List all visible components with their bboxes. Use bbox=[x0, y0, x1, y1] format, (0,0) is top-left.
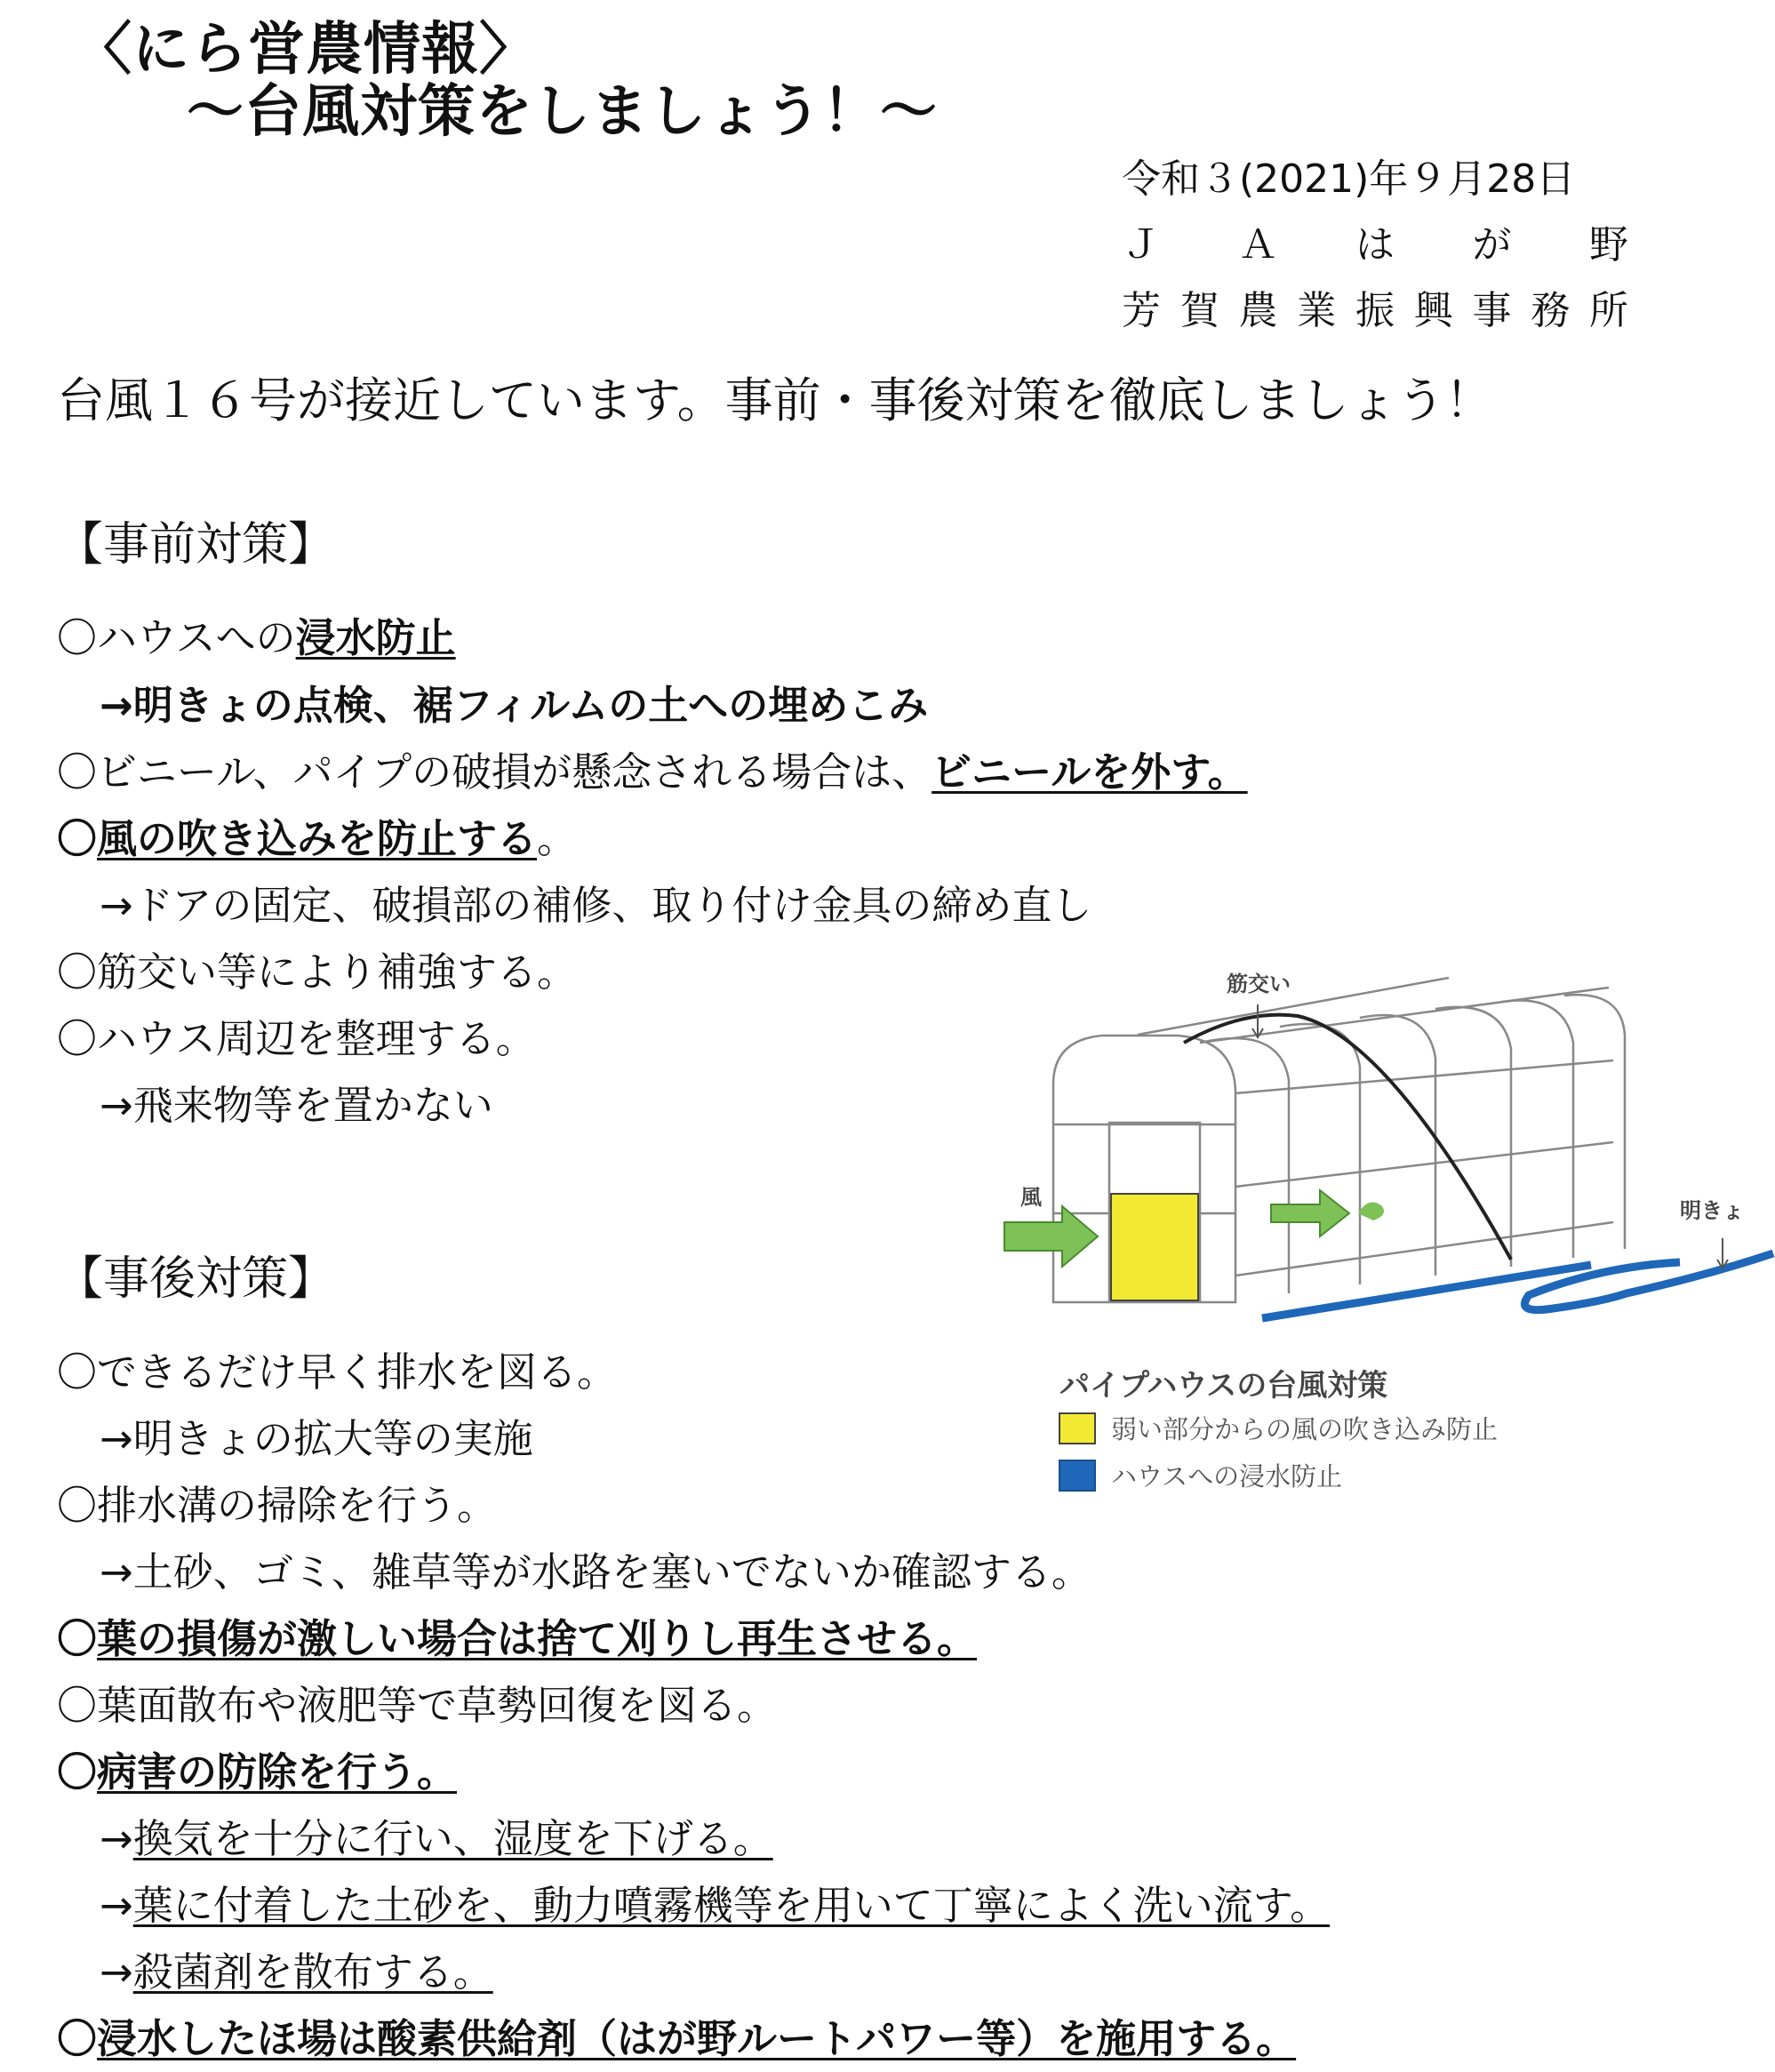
post-item-6-bullet: 〇 bbox=[57, 2015, 98, 2062]
label-brace: 筋交い bbox=[1227, 972, 1291, 996]
issue-date: 令和３(2021)年９月28日 bbox=[1122, 156, 1576, 202]
post-item-3 bbox=[57, 1614, 977, 1664]
post-heading: 【事後対策】 bbox=[57, 1252, 335, 1306]
post-item-3-emphasis: 葉の損傷が激しい場合は捨て刈りし再生させる。 bbox=[97, 1615, 978, 1662]
issuer-office-char: 業 bbox=[1297, 288, 1337, 333]
issuer-office-char: 振 bbox=[1355, 288, 1395, 333]
issuer-office-char: 事 bbox=[1472, 288, 1512, 333]
pre-item-3-sub: →ドアの固定、破損部の補修、取り付け金具の締め直し bbox=[100, 882, 1092, 929]
pre-item-5: 〇ハウス周辺を整理する。 bbox=[57, 1015, 536, 1062]
post-item-1-sub: →明きょの拡大等の実施 bbox=[100, 1415, 533, 1462]
post-item-2-sub: →土砂、ゴミ、雑草等が水路を塞いでないか確認する。 bbox=[100, 1548, 1091, 1596]
pre-item-2-text: 〇ビニール、パイプの破損が懸念される場合は、 bbox=[57, 748, 932, 796]
issuer-ja-char: Ａ bbox=[1238, 222, 1278, 268]
pre-item-1-text: 〇ハウスへの bbox=[57, 614, 296, 661]
label-wind: 風 bbox=[1020, 1185, 1042, 1210]
pre-item-3-bullet: 〇 bbox=[57, 815, 98, 862]
issuer-office-char: 芳 bbox=[1122, 288, 1161, 333]
post-item-4: 〇葉面散布や液肥等で草勢回復を図る。 bbox=[57, 1682, 778, 1729]
pre-item-5-sub: →飛来物等を置かない bbox=[100, 1082, 493, 1129]
issuer-ja-char: 野 bbox=[1589, 222, 1628, 268]
post-item-5-bullet: 〇 bbox=[57, 1748, 98, 1796]
issuer-office-char: 所 bbox=[1589, 288, 1628, 333]
wind-swirl-icon bbox=[1358, 1203, 1384, 1221]
issuer-ja-char: は bbox=[1355, 222, 1395, 268]
issuer-ja-char: が bbox=[1472, 222, 1512, 268]
legend-yellow-swatch bbox=[1059, 1413, 1095, 1444]
post-item-5-sub-1 bbox=[100, 1814, 773, 1864]
post-item-5-sub-3-text: 殺菌剤を散布する。 bbox=[132, 1948, 493, 1996]
issuer-ja bbox=[1122, 219, 1628, 272]
wind-inside-arrow-icon bbox=[1271, 1190, 1349, 1236]
label-ditch: 明きょ bbox=[1680, 1198, 1744, 1223]
post-item-3-bullet: 〇 bbox=[57, 1615, 98, 1662]
issuer-office-char: 務 bbox=[1531, 288, 1571, 333]
legend-blue-label: ハウスへの浸水防止 bbox=[1111, 1461, 1343, 1492]
issuer-office-char: 農 bbox=[1238, 288, 1278, 333]
pre-item-4: 〇筋交い等により補強する。 bbox=[57, 948, 578, 996]
issuer-office-char: 賀 bbox=[1179, 288, 1219, 333]
arrow-text: → bbox=[100, 1882, 133, 1929]
pre-item-1 bbox=[57, 613, 456, 663]
post-item-2: 〇排水溝の掃除を行う。 bbox=[57, 1482, 498, 1529]
door-weak-point bbox=[1111, 1194, 1198, 1300]
pre-item-2 bbox=[57, 748, 1248, 797]
issuer-office bbox=[1122, 284, 1628, 338]
post-item-5-emphasis: 病害の防除を行う。 bbox=[97, 1748, 458, 1796]
brace-line bbox=[1184, 1015, 1511, 1260]
issuer-office-char: 興 bbox=[1413, 288, 1453, 333]
pre-item-3-period: 。 bbox=[537, 815, 578, 862]
wind-arrow-icon bbox=[1004, 1206, 1098, 1267]
post-item-5 bbox=[57, 1748, 457, 1797]
lead-message: 台風１６号が接近しています。事前・事後対策を徹底しましょう！ bbox=[57, 372, 1493, 428]
post-item-1: 〇できるだけ早く排水を図る。 bbox=[57, 1348, 618, 1396]
pre-item-2-emphasis: ビニールを外す。 bbox=[931, 748, 1248, 796]
post-item-6 bbox=[57, 2014, 1296, 2064]
pre-item-3 bbox=[57, 814, 577, 864]
legend-blue-swatch bbox=[1059, 1460, 1095, 1491]
pre-heading: 【事前対策】 bbox=[57, 518, 335, 572]
legend-yellow-label: 弱い部分からの風の吹き込み防止 bbox=[1111, 1414, 1499, 1444]
post-item-5-sub-2 bbox=[100, 1881, 1330, 1931]
title-line-1: 〈にら営農情報〉 bbox=[75, 17, 537, 83]
title-line-2: ～台風対策をしましょう！～ bbox=[187, 79, 938, 145]
post-item-5-sub-3 bbox=[100, 1948, 493, 1997]
arrow-text: → bbox=[100, 1948, 133, 1996]
issuer-ja-char: Ｊ bbox=[1122, 222, 1161, 268]
post-item-5-sub-1-text: 換気を十分に行い、湿度を下げる。 bbox=[132, 1815, 773, 1862]
ditch-curve bbox=[1525, 1253, 1774, 1310]
arrow-text: → bbox=[100, 1815, 133, 1862]
post-item-6-emphasis: 浸水したほ場は酸素供給剤（はが野ルートパワー等）を施用する。 bbox=[97, 2015, 1297, 2062]
pre-item-3-emphasis: 風の吹き込みを防止する bbox=[97, 815, 538, 862]
legend-title: パイプハウスの台風対策 bbox=[1059, 1368, 1388, 1404]
post-item-5-sub-2-text: 葉に付着した土砂を、動力噴霧機等を用いて丁寧によく洗い流す。 bbox=[132, 1882, 1331, 1929]
pre-item-1-sub: →明きょの点検、裾フィルムの土への埋めこみ bbox=[100, 682, 929, 729]
pipe-house-figure bbox=[978, 947, 1775, 1516]
pre-item-1-emphasis: 浸水防止 bbox=[295, 614, 456, 661]
